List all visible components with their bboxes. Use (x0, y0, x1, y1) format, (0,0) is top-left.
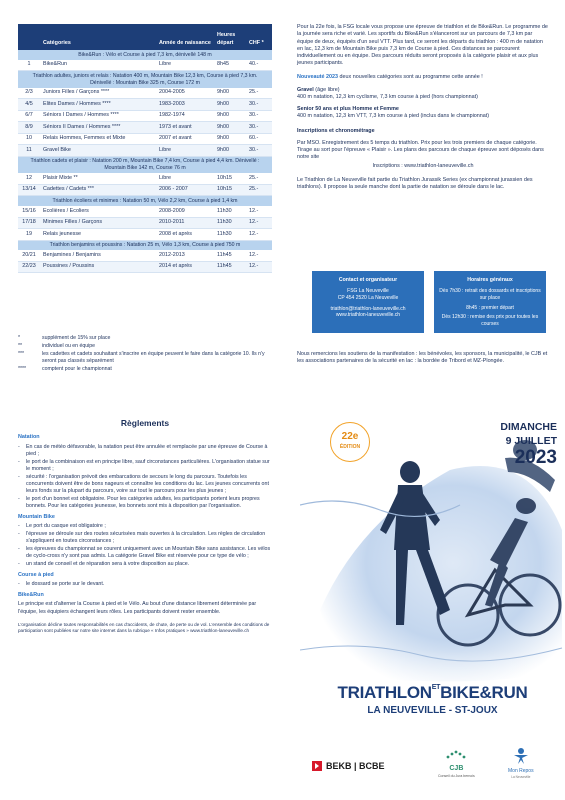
rule-item: - sécurité : l'organisation prévoit des embarcations de secours le long du parcours. Toutefois les concurrents doivent être de bons nageurs et connaître les conditions du lac. Les jeunes concurrents ont leurs fonds sur la plupart du parcours, voire sur tout le parcours pour les plus jeunes ; (18, 473, 269, 494)
bcbe-mark-icon (312, 761, 322, 771)
cell-category: Bike&Run (43, 61, 67, 68)
cell-price: 60.- (249, 135, 259, 142)
cell-price: 12.- (249, 207, 259, 214)
cell-category: Benjamines / Benjamins (43, 251, 101, 258)
gravel-block: Gravel (âge libre) 400 m natation, 12,3 km cyclisme, 7,3 km course à pied (hors championnat) (297, 87, 478, 101)
cell-year: 2014 et après (159, 263, 192, 270)
cell-price: 12.- (249, 230, 259, 237)
cell-number: 6/7 (25, 112, 33, 119)
rule-item: - un stand de conseil et de réparation sera à votre disposition au place. (18, 560, 190, 567)
new-categories: Nouveauté 2023 deux nouvelles catégories sont au programme cette année ! (297, 73, 483, 80)
rule-item: - le port de la combinaison est en principe libre, sauf circonstances particulières. L'organisation statue sur le moment ; (18, 458, 270, 472)
cell-category: Elites Dames / Hommes **** (43, 100, 111, 107)
event-title: $TRIATHLON^{ET}BIKE\&RUN$ (337, 683, 528, 702)
event-date (500, 420, 557, 468)
date-day: DIMANCHE (500, 421, 557, 433)
cell-price: 30.- (249, 123, 259, 130)
rules-natation-list (18, 444, 272, 510)
cell-year: Libre (159, 174, 171, 181)
footnotes (18, 335, 272, 374)
cell-number: 2/3 (25, 89, 33, 96)
cell-year: 2004-2005 (159, 89, 185, 96)
cell-year: 2006 - 2007 (159, 186, 188, 193)
inscriptions-heading: Inscriptions et chronométrage (297, 128, 375, 135)
cell-number: 8/9 (25, 123, 33, 130)
thanks-text: Nous remercions les soutiens de la manifestation : les bénévoles, les sponsors, la municipalité, le CJB et les associations partenaires de la sécurité en lac : la bordée de Tribord et MZ-Plongée. (297, 351, 548, 365)
cell-number: 12 (26, 174, 32, 181)
table-row (18, 262, 272, 274)
cell-year: Libre (159, 61, 171, 68)
senior-block: Senior 50 ans et plus Homme et Femme 400 m natation, 12,3 km VTT, 7,3 km course à pied (inclus dans le championnat) (297, 105, 490, 119)
rules-course-title: Course à pied (18, 571, 54, 578)
table-header (18, 24, 272, 50)
table-row (18, 134, 272, 146)
cell-time: 11h45 (217, 251, 232, 258)
rules-section (18, 418, 272, 634)
table-row (18, 60, 272, 72)
cell-year: 2012-2013 (159, 251, 185, 258)
cell-category: Cadettes / Cadets *** (43, 186, 94, 193)
inscriptions-link[interactable]: Inscriptions : www.triathlon-laneuveville.ch (372, 163, 474, 170)
cell-time: 11h30 (217, 230, 232, 237)
rule-item: - En cas de météo défavorable, la natation peut être annulée et remplacée par une épreuve de Course à pied ; (18, 443, 268, 457)
table-body (18, 50, 272, 273)
cell-year: 1973 et avant (159, 123, 192, 130)
table-row (18, 218, 272, 230)
date-year: 2023 (514, 447, 557, 469)
categories-table (18, 24, 272, 273)
cell-category: Ecolières / Ecoliers (43, 207, 89, 214)
footnote: **** comptent pour le championnat (18, 366, 112, 373)
header-year: Année de naissance (159, 39, 211, 46)
cell-category: Juniors Filles / Garçons **** (43, 89, 110, 96)
cell-number: 11 (26, 146, 32, 153)
rules-natation-title: Natation (18, 434, 40, 441)
monrepos-logo: Mon Repos La Neuveville (508, 747, 534, 779)
rules-bikerun-title: Bike&Run (18, 592, 44, 599)
cell-price: 12.- (249, 219, 259, 226)
cell-time: 8h45 (217, 61, 229, 68)
table-row (18, 99, 272, 111)
cell-number: 19 (26, 230, 32, 237)
cell-number: 22/23 (22, 263, 36, 270)
rules-title: Règlements (120, 418, 170, 428)
edition-badge (330, 422, 370, 462)
section-heading: Triathlon écoliers et minimes : Natation 50 m, Vélo 2,2 km, Course à pied 1,4 km (18, 196, 272, 206)
edition-number: 22e (341, 431, 359, 442)
cell-year: 2007 et avant (159, 135, 192, 142)
cell-year: 2008 et après (159, 230, 192, 237)
table-row (18, 122, 272, 134)
cell-price: 12.- (249, 251, 259, 258)
cell-number: 15/16 (22, 207, 36, 214)
cell-category: Poussines / Poussins (43, 263, 95, 270)
cell-price: 30.- (249, 112, 259, 119)
header-time: Heures départ (217, 32, 236, 46)
section-heading: Bike&Run : Vélo et Course à pied 7,3 km, dénivellé 148 m (18, 50, 272, 60)
footnote: ** individuel ou en équipe (18, 343, 96, 350)
cell-year: 2010-2011 (159, 219, 185, 226)
cell-number: 20/21 (22, 251, 36, 258)
cell-time: 9h00 (217, 100, 229, 107)
cell-time: 11h30 (217, 219, 232, 226)
table-row (18, 111, 272, 123)
rules-bikerun-text: Le principe est d'alterner la Course à pied et le Vélo. Au bout d'une distance librement déterminée par l'équipe, les équipiers échangent leurs rôles. Les participants doivent rester ensemble. (18, 601, 257, 615)
cell-price: 25.- (249, 174, 259, 181)
event-poster (300, 410, 565, 740)
date-day-month: 9 JUILLET (505, 435, 557, 448)
cell-number: 10 (26, 135, 32, 142)
section-heading: Triathlon cadets et plaisir : Natation 200 m, Mountain Bike 7,4 km, Course à pied 4,4 km. Dénivellé : Mountain Bike 142 m, Course 76 m (18, 157, 272, 174)
footnote: *** les cadettes et cadets souhaitant s'inscrire en équipe peuvent le faire dans la catégorie 10. Ils n'y seront pas classés séparément (18, 351, 265, 365)
cell-year: 1982-1974 (159, 112, 185, 119)
cell-category: Séniors II Dames / Hommes **** (43, 123, 121, 130)
footnote: * supplément de 15% sur place (18, 335, 111, 341)
disclaimer: L'organisation décline toutes responsabilités en cas d'accidents, de chute, de perte ou de vol. L'ensemble des conditions de participation sont publiées sur notre site internet dans la rubrique « Infos pratiques » www.triathlon-laneuveville.ch (18, 621, 270, 633)
cell-category: Relais jeunesse (43, 230, 82, 237)
cell-category: Relais Hommes, Femmes et Mixte (43, 135, 126, 142)
intro-column (297, 24, 549, 197)
table-row (18, 145, 272, 157)
cell-price: 25.- (249, 186, 259, 193)
cell-time: 11h30 (217, 207, 232, 214)
info-boxes (312, 271, 546, 333)
cell-number: 17/18 (22, 219, 36, 226)
cell-price: 40.- (249, 61, 259, 68)
cell-year: 2008-2009 (159, 207, 185, 214)
contact-box: Contact et organisateur FSG La Neuveville CP 454 2520 La Neuveville triathlon@triathlon-laneuveville.ch www.triathlon-laneuveville.ch (312, 271, 424, 333)
table-row (18, 250, 272, 262)
jura-series-text: Le Triathlon de La Neuveville fait partie du Triathlon Jurassik Series (ex championnat jurassien des triathlons). Il propose la seule manche dont la partie de natation se déroule dans le lac. (297, 176, 533, 191)
section-heading: Triathlon benjamins et poussins : Natation 25 m, Vélo 1,3 km, Course à pied 750 m (18, 241, 272, 251)
rule-item: - le dossard se porte sur le devant. (18, 581, 105, 588)
cell-year: 1983-2003 (159, 100, 185, 107)
event-location: LA NEUVEVILLE - ST-JOUX (367, 705, 498, 716)
rules-mtb-title: Mountain Bike (18, 513, 55, 520)
table-row (18, 173, 272, 185)
header-chf: CHF * (249, 39, 264, 46)
rule-item: - les épreuves du championnat se courent uniquement avec un Mountain Bike sans assistance. Les vélos de cyclo-cross n'y sont pas admis. La catégorie Gravel Bike est réservée pour ce type de vélo ; (18, 545, 271, 559)
cell-category: Gravel Bike (43, 146, 71, 153)
sponsor-bar (300, 745, 565, 795)
cell-time: 10h15 (217, 186, 232, 193)
rules-mtb-list (18, 523, 272, 568)
edition-label: ÉDITION (339, 443, 361, 450)
cell-time: 9h00 (217, 112, 229, 119)
rules-course-list (18, 581, 272, 588)
rule-item: - le port d'un bonnet est obligatoire. Pour les catégories adultes, les participants portent leurs propres bonnets. Pour les catégories jeunesse, les bonnets sont mis à disposition par l'organisation. (18, 495, 260, 509)
cell-category: Minimes Filles / Garçons (43, 219, 103, 226)
cell-time: 9h00 (217, 89, 229, 96)
contact-website[interactable]: www.triathlon-laneuveville.ch (335, 312, 401, 319)
cell-number: 13/14 (22, 186, 36, 193)
rule-item: - l'épreuve se déroule sur des routes sécurisées mais ouvertes à la circulation. Les règles de circulation s'appliquent en toutes circonstances ; (18, 530, 266, 544)
cell-number: 1 (27, 61, 31, 68)
table-row (18, 229, 272, 241)
cell-year: Libre (159, 146, 171, 153)
rule-item: - Le port du casque est obligatoire ; (18, 523, 106, 530)
table-row (18, 185, 272, 197)
section-heading: Triathlon adultes, juniors et relais : Natation 400 m, Mountain Bike 12,3 km, Course à pied 7,3 km. Dénivellé : Mountain Bike 325 m, Course 172 m (18, 71, 272, 88)
cell-category: Séniors I Dames / Hommes **** (43, 112, 119, 119)
hours-box: Horaires généraux Dès 7h30 : retrait des dossards et inscriptions sur place 8h45 : premier départ Dès 12h30 : remise des prix pour toutes les courses (434, 271, 546, 333)
cell-price: 25.- (249, 89, 259, 96)
table-row (18, 206, 272, 218)
cell-time: 9h00 (217, 146, 229, 153)
cell-number: 4/5 (25, 100, 33, 107)
cell-time: 9h00 (217, 123, 229, 130)
bcbe-logo: BEKB | BCBE (312, 760, 385, 772)
cell-price: 30.- (249, 146, 259, 153)
monrepos-figure-icon (512, 747, 530, 765)
table-row (18, 88, 272, 100)
cell-time: 10h15 (217, 174, 232, 181)
cell-time: 11h45 (217, 263, 232, 270)
cell-price: 30.- (249, 100, 259, 107)
inscriptions-text: Par MSO. Enregistrement des 5 temps du triathlon. Prix pour les trois premiers de chaque catégorie. Tirage au sort pour l'épreuve « Plaisir ». Les plans des parcours de chaque épreuve sont déposés dans notre site (297, 139, 544, 161)
cell-price: 12.- (249, 263, 259, 270)
intro-paragraph: Pour la 22e fois, la FSG locale vous propose une épreuve de triathlon et de Bike&Run. Le programme de la journée sera riche et varié. Les sportifs du Bike&Run s'élanceront sur un parcours de 7,3 km par équipe de deux, équipés d'un seul VTT. Plus tard, ce seront les départs du triathlon : 400 m de natation en lac, 12,3 km de Mountain Bike puis 7,3 km de Course à pied. Ces distances se parcourent individuellement ou en équipe. Des parcours réduits seront proposés à la catégorie plaisir et aux plus jeunes participants. (297, 24, 548, 67)
header-categories: Catégories (43, 39, 71, 46)
cell-category: Plaisir Mixte ** (43, 174, 78, 181)
contact-email[interactable]: triathlon@triathlon-laneuveville.ch (330, 305, 406, 312)
cjb-dots-icon (445, 749, 467, 761)
cjb-logo: CJB Conseil du Jura bernois (438, 749, 475, 779)
cell-time: 9h00 (217, 135, 229, 142)
